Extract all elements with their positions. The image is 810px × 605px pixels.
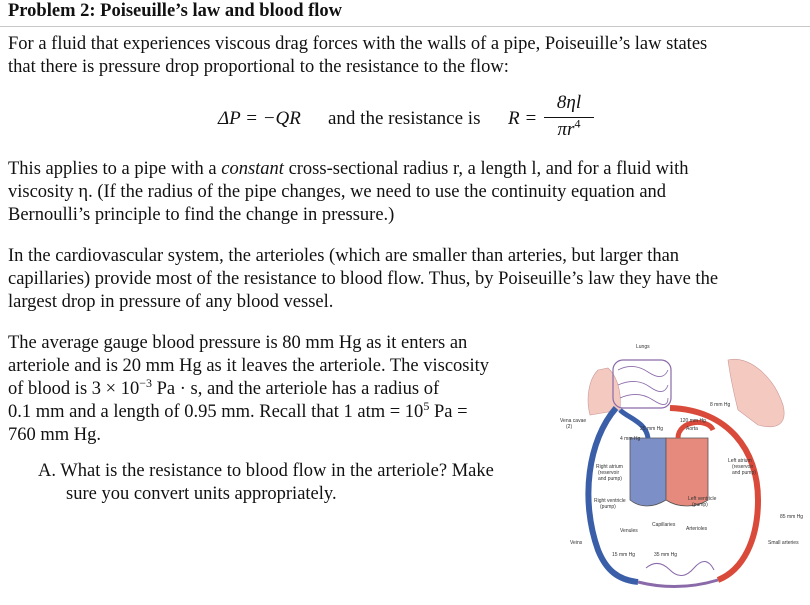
capillary-bed — [646, 561, 714, 575]
p4-line-4: 0.1 mm and a length of 0.95 mm. Recall that 1 atm = $10^5$ Pa = — [8, 398, 468, 422]
question-a — [38, 460, 558, 506]
label-85mmhg: 85 mm Hg — [780, 514, 804, 520]
label-small-arteries: Small arteries — [768, 540, 799, 546]
label-vena-cavae-2: (2) — [566, 424, 573, 430]
label-right-ventricle-sub: (pump) — [600, 504, 616, 510]
label-35mmhg: 35 mm Hg — [654, 552, 678, 558]
circulatory-diagram-svg — [558, 330, 810, 600]
paragraph-2 — [8, 158, 803, 227]
label-left-atrium: Left atrium — [728, 458, 752, 464]
p3-line-1: In the cardiovascular system, the arterioles (which are smaller than arteries, but larger than — [8, 246, 680, 266]
p4-line-3: of blood is $3 \times 10^{-3}$ Pa · s, and the arteriole has a radius of — [8, 375, 440, 399]
label-right-ventricle: Right ventricle — [594, 498, 626, 504]
title-divider — [0, 26, 810, 27]
paragraph-3 — [8, 245, 803, 314]
intro-line-1: For a fluid that experiences viscous drag forces with the walls of a pipe, Poiseuille’s law states — [8, 34, 708, 54]
p4-line-2: arteriole and is 20 mm Hg as it leaves the arteriole. The viscosity — [8, 356, 490, 376]
equation-numerator: 8ηl — [556, 92, 582, 113]
p4-line-5: 760 mm Hg. — [8, 425, 102, 445]
systemic-vessels — [638, 580, 718, 587]
label-right-atrium-sub1: (reservoir — [598, 470, 620, 476]
equation-r: R = — [508, 108, 538, 129]
question-a-line-1: A. What is the resistance to blood flow in the arteriole? Make — [38, 461, 494, 481]
label-25mmhg: 25 mm Hg — [640, 426, 664, 432]
label-venules: Venules — [620, 528, 638, 534]
label-left-atrium-sub2: and pump) — [732, 470, 756, 476]
lung-right-shape — [728, 359, 784, 427]
p2-line-3: Bernoulli’s principle to find the change in pressure.) — [8, 205, 395, 225]
pulmonary-capillaries — [613, 360, 671, 408]
label-left-ventricle: Left ventricle — [688, 496, 717, 502]
equation-lhs: ΔP = −QR — [218, 108, 301, 129]
p4-line-1: The average gauge blood pressure is 80 mm Hg as it enters an — [8, 333, 468, 353]
label-capillaries: Capillaries — [652, 522, 676, 528]
equation-middle-text: and the resistance is — [328, 108, 481, 129]
label-veins: Veins — [570, 540, 583, 546]
label-right-atrium-sub2: and pump) — [598, 476, 622, 482]
p3-line-3: largest drop in pressure of any blood vessel. — [8, 292, 334, 312]
label-lungs: Lungs — [636, 344, 650, 350]
label-arterioles: Arterioles — [686, 526, 708, 532]
label-right-atrium: Right atrium — [596, 464, 623, 470]
intro-paragraph — [8, 33, 803, 79]
p2-line-2: viscosity η. (If the radius of the pipe changes, we need to use the continuity equation and — [8, 182, 667, 202]
label-8mmhg: 8 mm Hg — [710, 402, 731, 408]
problem-title: Problem 2: Poiseuille’s law and blood flow — [8, 1, 343, 21]
label-4mmhg: 4 mm Hg — [620, 436, 641, 442]
equation-denominator: $\pi r^4$ — [557, 116, 581, 140]
label-120mmhg: 120 mm Hg — [680, 418, 706, 424]
paragraph-4 — [8, 332, 548, 447]
label-left-atrium-sub1: (reservoir — [732, 464, 754, 470]
p2-line-1: This applies to a pipe with a constant cross-sectional radius r, a length l, and for a fluid with — [8, 159, 689, 179]
heart-right — [630, 438, 666, 506]
pulmonary-mesh — [618, 366, 668, 404]
question-a-line-2: sure you convert units appropriately. — [66, 484, 337, 504]
intro-line-2: that there is pressure drop proportional to the resistance to the flow: — [8, 57, 509, 77]
p3-line-2: capillaries) provide most of the resistance to blood flow. Thus, by Poiseuille’s law they have the — [8, 269, 719, 289]
label-15mmhg: 15 mm Hg — [612, 552, 636, 558]
equation — [218, 108, 301, 130]
label-left-ventricle-sub: (pump) — [692, 502, 708, 508]
circulatory-diagram — [558, 330, 810, 600]
pulmonary-trunk — [620, 410, 648, 438]
label-vena-cavae: Vena cavae — [560, 418, 587, 424]
label-aorta: Aorta — [686, 426, 698, 432]
